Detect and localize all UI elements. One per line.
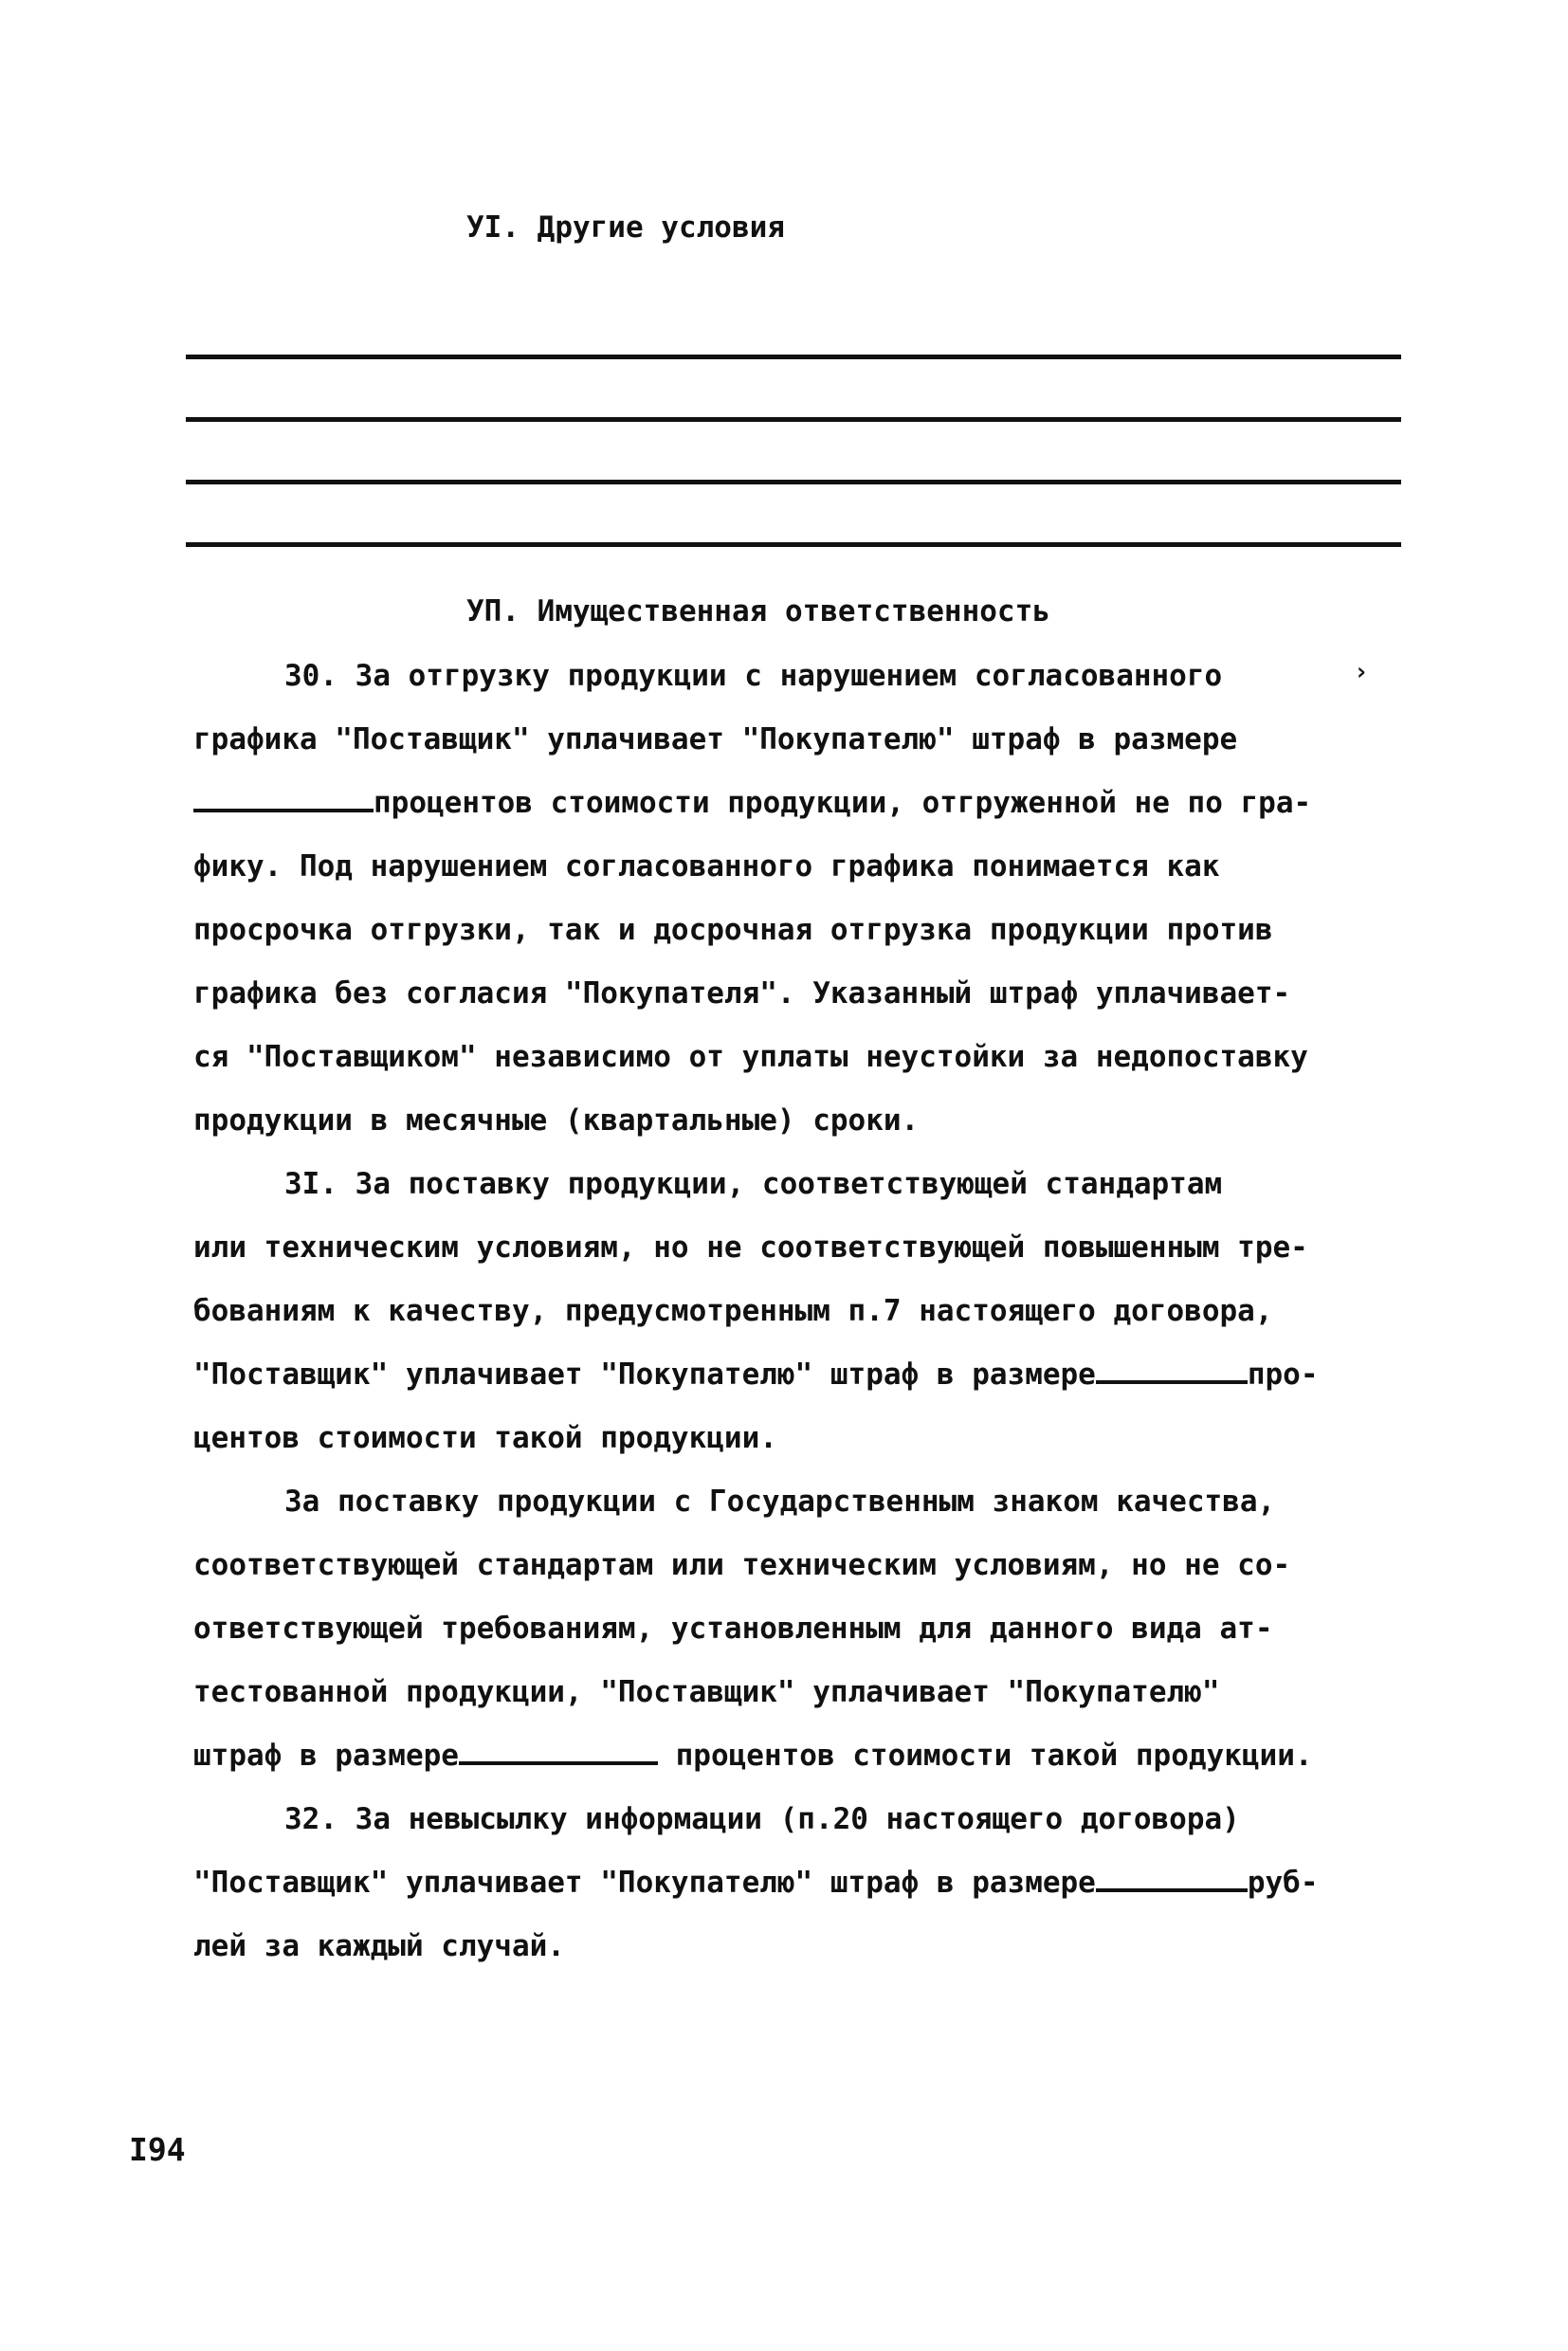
blank-rule-3 (186, 480, 1401, 484)
blank-rule-2 (186, 417, 1401, 422)
p31-line-3: бованиям к качеству, предусмотренным п.7 настоящего договора, (193, 1294, 1273, 1328)
p30-line-5: просрочка отгрузки, так и досрочная отгрузка продукции против (193, 913, 1273, 947)
p31-line-5: центов стоимости такой продукции. (193, 1421, 777, 1455)
p31-line-4 (193, 1343, 1403, 1407)
margin-mark: › (1354, 658, 1369, 686)
blank-rule-1 (186, 355, 1401, 359)
p32-line-2-text: "Поставщик" уплачивает "Покупателю" штраф в размере (193, 1866, 1096, 1900)
p31b-line-5 (193, 1724, 1403, 1788)
p31-line-2: или техническим условиям, но не соответствующей повышенным тре- (193, 1230, 1308, 1265)
p31-line-1: 3I. За поставку продукции, соответствующей стандартам (284, 1167, 1223, 1201)
section-6-heading: УI. Другие условия (466, 210, 785, 245)
section-7-body (193, 645, 1403, 1978)
p30-line-3-text: процентов стоимости продукции, отгруженной не по гра- (374, 786, 1312, 820)
p31b-line-1: За поставку продукции с Государственным знаком качества, (284, 1485, 1276, 1519)
p30-line-2: графика "Поставщик" уплачивает "Покупателю" штраф в размере (193, 722, 1238, 756)
p30-line-8: продукции в месячные (квартальные) сроки. (193, 1103, 920, 1138)
p30-line-3 (193, 772, 1403, 835)
p32-line-2 (193, 1851, 1403, 1915)
p31b-line-3: ответствующей требованиям, установленным для данного вида ат- (193, 1612, 1273, 1646)
p31b-line-2: соответствующей стандартам или техническим условиям, но не со- (193, 1548, 1291, 1582)
blank-rule-4 (186, 542, 1401, 547)
fill-in-blank (1096, 1862, 1248, 1892)
p30-line-4: фику. Под нарушением согласованного графика понимается как (193, 849, 1220, 884)
fill-in-blank (459, 1735, 658, 1765)
p30-line-7: ся "Поставщиком" независимо от уплаты неустойки за недопоставку (193, 1040, 1308, 1074)
p31b-line-5-end: процентов стоимости такой продукции. (657, 1739, 1313, 1773)
p31-line-4-text: "Поставщик" уплачивает "Покупателю" штраф в размере (193, 1358, 1096, 1392)
page-number: I94 (129, 2131, 186, 2168)
fill-in-blank (1096, 1354, 1248, 1384)
fill-in-blank (193, 782, 374, 812)
section-7-heading: УП. Имущественная ответственность (466, 594, 1050, 629)
p31b-line-5-text: штраф в размере (193, 1739, 459, 1773)
p30-line-1: 30. За отгрузку продукции с нарушением согласованного (284, 659, 1223, 693)
p30-line-6: графика без согласия "Покупателя". Указанный штраф уплачивает- (193, 976, 1291, 1011)
p31-line-4-end: про- (1247, 1358, 1319, 1392)
p32-line-2-end: руб- (1247, 1866, 1319, 1900)
p32-line-1: 32. За невысылку информации (п.20 настоящего договора) (284, 1802, 1240, 1836)
p31b-line-4: тестованной продукции, "Поставщик" уплачивает "Покупателю" (193, 1675, 1220, 1709)
p32-line-3: лей за каждый случай. (193, 1929, 565, 1963)
